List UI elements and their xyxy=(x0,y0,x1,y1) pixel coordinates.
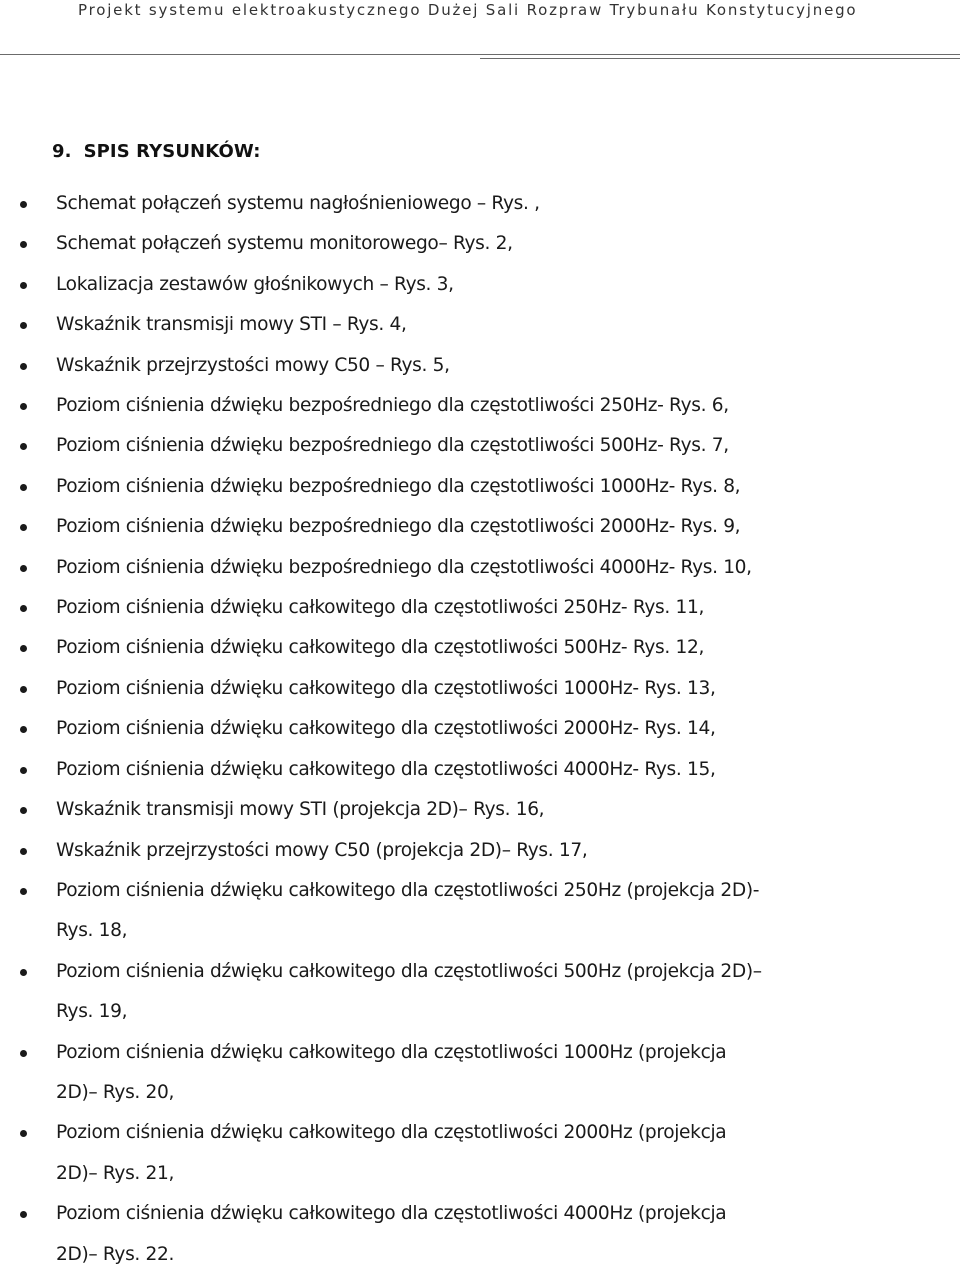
list-item-text: Schemat połączeń systemu monitorowego– Rys. 2, xyxy=(56,233,513,255)
list-item-text: Wskaźnik przejrzystości mowy C50 – Rys. 5, xyxy=(56,354,450,376)
section-heading xyxy=(52,140,261,164)
bullet-icon xyxy=(20,848,27,855)
bullet-icon xyxy=(20,807,27,814)
list-item-text: Poziom ciśnienia dźwięku całkowitego dla częstotliwości 250Hz- Rys. 11, xyxy=(56,597,705,619)
bullet-icon xyxy=(20,726,27,733)
list-item xyxy=(0,831,936,871)
list-item-text-continuation: Rys. 18, xyxy=(56,920,128,942)
list-item-text: Wskaźnik transmisji mowy STI (projekcja 2D)– Rys. 16, xyxy=(56,799,545,821)
list-item xyxy=(0,507,936,547)
list-item xyxy=(0,184,936,224)
list-item-text-continuation: 2D)– Rys. 20, xyxy=(56,1081,175,1103)
header-divider-secondary xyxy=(480,58,960,59)
list-item xyxy=(0,750,936,790)
bullet-icon xyxy=(20,443,27,450)
list-item-text-continuation: 2D)– Rys. 21, xyxy=(56,1162,175,1184)
figure-list xyxy=(0,184,960,1275)
list-item-text-continuation: Rys. 19, xyxy=(56,1001,128,1023)
list-item-text: Poziom ciśnienia dźwięku bezpośredniego dla częstotliwości 2000Hz- Rys. 9, xyxy=(56,516,741,538)
list-item-text: Wskaźnik transmisji mowy STI – Rys. 4, xyxy=(56,314,407,336)
bullet-icon xyxy=(20,201,27,208)
bullet-icon xyxy=(20,605,27,612)
list-item xyxy=(0,790,936,830)
bullet-icon xyxy=(20,484,27,491)
list-item-text: Poziom ciśnienia dźwięku całkowitego dla częstotliwości 1000Hz (projekcja xyxy=(56,1041,727,1063)
list-item xyxy=(0,669,936,709)
list-item xyxy=(0,265,936,305)
list-item xyxy=(0,1113,936,1194)
page-header xyxy=(0,0,960,58)
bullet-icon xyxy=(20,1211,27,1218)
header-title: Projekt systemu elektroakustycznego Dużej Sali Rozpraw Trybunału Konstytucyjnego xyxy=(78,1,858,19)
bullet-icon xyxy=(20,282,27,289)
list-item-text: Poziom ciśnienia dźwięku bezpośredniego dla częstotliwości 250Hz- Rys. 6, xyxy=(56,395,729,417)
list-item-text: Poziom ciśnienia dźwięku całkowitego dla częstotliwości 500Hz- Rys. 12, xyxy=(56,637,705,659)
bullet-icon xyxy=(20,403,27,410)
list-item xyxy=(0,386,936,426)
section-title: SPIS RYSUNKÓW: xyxy=(83,141,261,162)
list-item-text: Poziom ciśnienia dźwięku całkowitego dla częstotliwości 250Hz (projekcja 2D)- xyxy=(56,879,760,901)
list-item-text: Poziom ciśnienia dźwięku całkowitego dla częstotliwości 4000Hz (projekcja xyxy=(56,1203,727,1225)
list-item-text-continuation: 2D)– Rys. 22. xyxy=(56,1243,175,1265)
bullet-icon xyxy=(20,524,27,531)
list-item-text: Poziom ciśnienia dźwięku bezpośredniego dla częstotliwości 500Hz- Rys. 7, xyxy=(56,435,729,457)
list-item xyxy=(0,305,936,345)
list-item xyxy=(0,426,936,466)
bullet-icon xyxy=(20,645,27,652)
list-item-text: Wskaźnik przejrzystości mowy C50 (projekcja 2D)– Rys. 17, xyxy=(56,839,588,861)
list-item xyxy=(0,952,936,1033)
list-item xyxy=(0,346,936,386)
bullet-icon xyxy=(20,686,27,693)
bullet-icon xyxy=(20,565,27,572)
bullet-icon xyxy=(20,1050,27,1057)
list-item-text: Poziom ciśnienia dźwięku całkowitego dla częstotliwości 2000Hz (projekcja xyxy=(56,1122,727,1144)
bullet-icon xyxy=(20,363,27,370)
list-item xyxy=(0,548,936,588)
list-item-text: Poziom ciśnienia dźwięku całkowitego dla częstotliwości 4000Hz- Rys. 15, xyxy=(56,758,716,780)
list-item xyxy=(0,628,936,668)
bullet-icon xyxy=(20,969,27,976)
list-item-text: Schemat połączeń systemu nagłośnieniowego – Rys. , xyxy=(56,193,540,214)
list-item xyxy=(0,709,936,749)
list-item-text: Lokalizacja zestawów głośnikowych – Rys. 3, xyxy=(56,273,454,295)
list-item-text: Poziom ciśnienia dźwięku bezpośredniego dla częstotliwości 4000Hz- Rys. 10, xyxy=(56,556,752,578)
list-item-text: Poziom ciśnienia dźwięku całkowitego dla częstotliwości 2000Hz- Rys. 14, xyxy=(56,718,716,740)
list-item-text: Poziom ciśnienia dźwięku całkowitego dla częstotliwości 1000Hz- Rys. 13, xyxy=(56,677,716,699)
bullet-icon xyxy=(20,767,27,774)
bullet-icon xyxy=(20,1130,27,1137)
list-item-text: Poziom ciśnienia dźwięku bezpośredniego dla częstotliwości 1000Hz- Rys. 8, xyxy=(56,475,741,497)
bullet-icon xyxy=(20,322,27,329)
list-item xyxy=(0,588,936,628)
list-item-text: Poziom ciśnienia dźwięku całkowitego dla częstotliwości 500Hz (projekcja 2D)– xyxy=(56,960,762,982)
list-item xyxy=(0,871,936,952)
header-divider xyxy=(0,54,960,55)
bullet-icon xyxy=(20,241,27,248)
list-item xyxy=(0,1033,936,1114)
list-item xyxy=(0,1194,936,1275)
bullet-icon xyxy=(20,888,27,895)
list-item xyxy=(0,224,936,264)
list-item xyxy=(0,467,936,507)
section-number: 9. xyxy=(52,141,72,162)
